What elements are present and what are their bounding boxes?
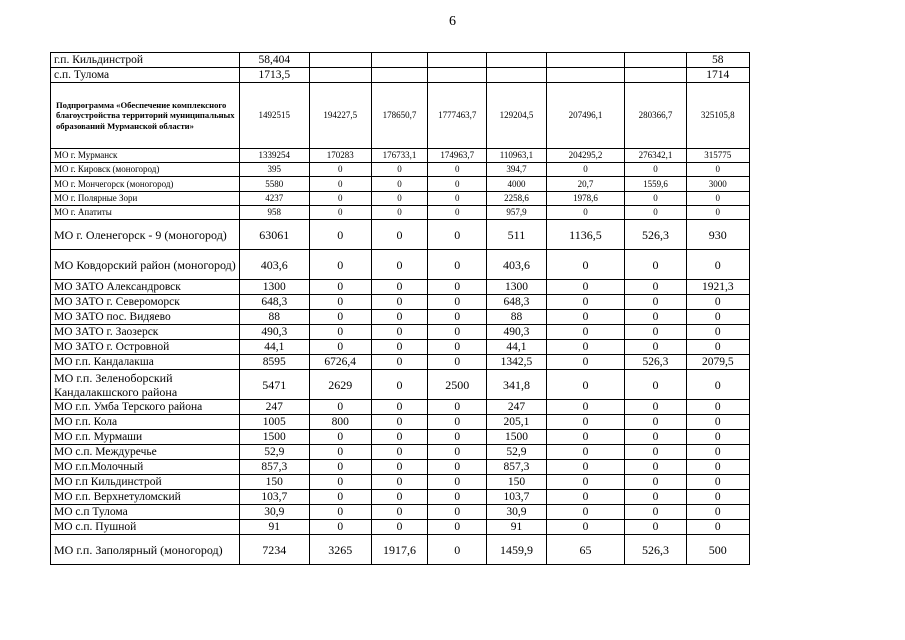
value-cell: 0 (546, 505, 625, 520)
value-cell: 63061 (240, 220, 309, 250)
row-name-cell: МО г.п. Умба Терского района (51, 400, 240, 415)
value-cell: 44,1 (487, 340, 546, 355)
value-cell: 0 (546, 460, 625, 475)
value-cell: 857,3 (487, 460, 546, 475)
value-cell: 0 (686, 340, 749, 355)
value-cell (546, 53, 625, 68)
value-cell: 0 (428, 310, 487, 325)
value-cell: 6726,4 (309, 355, 371, 370)
value-cell: 395 (240, 163, 309, 177)
value-cell: 247 (487, 400, 546, 415)
table-row (51, 220, 750, 250)
value-cell: 0 (625, 520, 686, 535)
value-cell: 1917,6 (371, 535, 427, 565)
value-cell: 2258,6 (487, 192, 546, 206)
value-cell: 0 (309, 325, 371, 340)
value-cell: 511 (487, 220, 546, 250)
value-cell: 88 (487, 310, 546, 325)
table-row (51, 177, 750, 192)
row-name-cell: МО ЗАТО г. Североморск (51, 295, 240, 310)
value-cell: 0 (625, 400, 686, 415)
value-cell (371, 53, 427, 68)
value-cell: 88 (240, 310, 309, 325)
row-name-cell: МО ЗАТО г. Заозерск (51, 325, 240, 340)
value-cell: 0 (428, 206, 487, 220)
value-cell: 0 (371, 192, 427, 206)
value-cell: 52,9 (240, 445, 309, 460)
row-name-cell: МО г.п. Заполярный (моногород) (51, 535, 240, 565)
row-name-cell: МО ЗАТО г. Островной (51, 340, 240, 355)
value-cell: 0 (546, 250, 625, 280)
value-cell: 0 (686, 505, 749, 520)
value-cell: 1342,5 (487, 355, 546, 370)
value-cell: 0 (428, 415, 487, 430)
value-cell: 1300 (240, 280, 309, 295)
value-cell: 0 (625, 370, 686, 400)
value-cell (487, 68, 546, 83)
value-cell: 20,7 (546, 177, 625, 192)
value-cell: 0 (625, 475, 686, 490)
value-cell: 0 (309, 430, 371, 445)
value-cell: 0 (371, 340, 427, 355)
value-cell: 5471 (240, 370, 309, 400)
row-name-cell: МО г.п.Молочный (51, 460, 240, 475)
value-cell: 0 (686, 430, 749, 445)
value-cell: 648,3 (487, 295, 546, 310)
value-cell: 0 (546, 370, 625, 400)
value-cell: 174963,7 (428, 149, 487, 163)
value-cell: 0 (686, 415, 749, 430)
table-row (51, 163, 750, 177)
value-cell: 91 (487, 520, 546, 535)
value-cell: 0 (371, 220, 427, 250)
value-cell: 0 (371, 177, 427, 192)
value-cell: 0 (686, 295, 749, 310)
budget-table (50, 52, 750, 565)
value-cell: 0 (625, 295, 686, 310)
value-cell: 1978,6 (546, 192, 625, 206)
value-cell: 500 (686, 535, 749, 565)
value-cell: 3000 (686, 177, 749, 192)
value-cell: 526,3 (625, 355, 686, 370)
row-name-cell: МО ЗАТО Александровск (51, 280, 240, 295)
value-cell: 205,1 (487, 415, 546, 430)
value-cell: 957,9 (487, 206, 546, 220)
value-cell: 30,9 (487, 505, 546, 520)
value-cell: 0 (428, 475, 487, 490)
row-name-cell: МО г. Оленегорск - 9 (моногород) (51, 220, 240, 250)
value-cell (546, 68, 625, 83)
table-row (51, 355, 750, 370)
value-cell: 0 (625, 430, 686, 445)
value-cell: 0 (309, 445, 371, 460)
value-cell: 1500 (240, 430, 309, 445)
row-name-cell: МО г. Апатиты (51, 206, 240, 220)
row-name-cell: Подпрограмма «Обеспечение комплексного благоустройства территорий муниципальных образований Мурманской области» (51, 83, 240, 149)
value-cell: 0 (625, 505, 686, 520)
value-cell: 0 (546, 206, 625, 220)
row-name-cell: МО с.п. Пушной (51, 520, 240, 535)
value-cell: 0 (371, 250, 427, 280)
value-cell: 0 (309, 490, 371, 505)
row-name-cell: МО г. Мурманск (51, 149, 240, 163)
table-row (51, 460, 750, 475)
row-name-cell: МО г.п. Верхнетуломский (51, 490, 240, 505)
table-row (51, 430, 750, 445)
row-name-cell: МО Ковдорский район (моногород) (51, 250, 240, 280)
value-cell: 0 (371, 325, 427, 340)
value-cell: 0 (625, 490, 686, 505)
value-cell: 0 (546, 310, 625, 325)
value-cell: 0 (546, 520, 625, 535)
value-cell: 52,9 (487, 445, 546, 460)
value-cell: 0 (546, 355, 625, 370)
value-cell: 0 (371, 415, 427, 430)
value-cell (428, 68, 487, 83)
value-cell: 1005 (240, 415, 309, 430)
value-cell (309, 68, 371, 83)
value-cell: 194227,5 (309, 83, 371, 149)
value-cell: 7234 (240, 535, 309, 565)
table-row (51, 325, 750, 340)
value-cell: 0 (625, 192, 686, 206)
value-cell: 1459,9 (487, 535, 546, 565)
value-cell: 0 (428, 430, 487, 445)
value-cell: 1500 (487, 430, 546, 445)
row-name-cell: МО г.п Кильдинстрой (51, 475, 240, 490)
table-row (51, 250, 750, 280)
value-cell: 0 (428, 535, 487, 565)
value-cell: 0 (686, 445, 749, 460)
value-cell: 58 (686, 53, 749, 68)
value-cell: 1713,5 (240, 68, 309, 83)
value-cell: 0 (428, 280, 487, 295)
value-cell: 0 (371, 310, 427, 325)
value-cell: 8595 (240, 355, 309, 370)
value-cell: 0 (309, 280, 371, 295)
value-cell: 0 (309, 310, 371, 325)
value-cell: 0 (546, 295, 625, 310)
value-cell: 0 (625, 163, 686, 177)
value-cell: 0 (371, 505, 427, 520)
value-cell: 490,3 (240, 325, 309, 340)
value-cell: 176733,1 (371, 149, 427, 163)
value-cell: 150 (487, 475, 546, 490)
value-cell: 0 (428, 325, 487, 340)
value-cell: 0 (428, 192, 487, 206)
row-name-cell: МО г.п. Кандалакша (51, 355, 240, 370)
value-cell: 2629 (309, 370, 371, 400)
value-cell: 0 (546, 280, 625, 295)
table-row (51, 505, 750, 520)
value-cell: 341,8 (487, 370, 546, 400)
value-cell: 1136,5 (546, 220, 625, 250)
value-cell: 0 (371, 475, 427, 490)
value-cell: 5580 (240, 177, 309, 192)
table-row (51, 400, 750, 415)
value-cell: 490,3 (487, 325, 546, 340)
value-cell: 150 (240, 475, 309, 490)
value-cell: 0 (625, 280, 686, 295)
value-cell: 2500 (428, 370, 487, 400)
table-row (51, 68, 750, 83)
value-cell: 0 (686, 400, 749, 415)
table-row (51, 206, 750, 220)
value-cell: 958 (240, 206, 309, 220)
row-name-cell: МО г.п. Кола (51, 415, 240, 430)
row-name-cell: МО с.п Тулома (51, 505, 240, 520)
value-cell: 0 (309, 520, 371, 535)
value-cell: 103,7 (487, 490, 546, 505)
value-cell: 325105,8 (686, 83, 749, 149)
value-cell: 0 (428, 355, 487, 370)
value-cell: 403,6 (487, 250, 546, 280)
value-cell: 0 (428, 250, 487, 280)
value-cell: 0 (686, 310, 749, 325)
value-cell: 857,3 (240, 460, 309, 475)
value-cell: 1777463,7 (428, 83, 487, 149)
value-cell: 0 (546, 475, 625, 490)
value-cell: 1300 (487, 280, 546, 295)
value-cell: 0 (309, 505, 371, 520)
table-row (51, 53, 750, 68)
value-cell (625, 53, 686, 68)
value-cell: 0 (371, 490, 427, 505)
row-name-cell: МО г. Мончегорск (моногород) (51, 177, 240, 192)
value-cell: 0 (625, 310, 686, 325)
value-cell: 0 (625, 250, 686, 280)
table-row (51, 83, 750, 149)
value-cell: 0 (546, 445, 625, 460)
value-cell: 170283 (309, 149, 371, 163)
value-cell: 0 (371, 460, 427, 475)
value-cell: 0 (428, 460, 487, 475)
value-cell: 315775 (686, 149, 749, 163)
value-cell: 0 (546, 490, 625, 505)
value-cell: 0 (371, 520, 427, 535)
value-cell: 930 (686, 220, 749, 250)
value-cell: 0 (428, 400, 487, 415)
table-row (51, 535, 750, 565)
value-cell: 0 (546, 340, 625, 355)
value-cell: 403,6 (240, 250, 309, 280)
value-cell: 0 (371, 430, 427, 445)
value-cell: 0 (428, 520, 487, 535)
value-cell: 394,7 (487, 163, 546, 177)
value-cell: 0 (309, 192, 371, 206)
value-cell: 0 (371, 445, 427, 460)
value-cell: 0 (371, 370, 427, 400)
table-row (51, 310, 750, 325)
value-cell (371, 68, 427, 83)
table-row (51, 520, 750, 535)
value-cell: 44,1 (240, 340, 309, 355)
value-cell: 0 (546, 163, 625, 177)
row-name-cell: г.п. Кильдинстрой (51, 53, 240, 68)
value-cell: 4000 (487, 177, 546, 192)
value-cell: 0 (686, 370, 749, 400)
page-number: 6 (449, 14, 456, 29)
value-cell: 276342,1 (625, 149, 686, 163)
value-cell: 0 (546, 325, 625, 340)
table-row (51, 340, 750, 355)
value-cell: 207496,1 (546, 83, 625, 149)
value-cell (487, 53, 546, 68)
value-cell: 280366,7 (625, 83, 686, 149)
row-name-cell: МО с.п. Междуречье (51, 445, 240, 460)
value-cell: 0 (309, 220, 371, 250)
value-cell: 4237 (240, 192, 309, 206)
value-cell: 0 (625, 415, 686, 430)
value-cell: 0 (686, 250, 749, 280)
value-cell: 65 (546, 535, 625, 565)
value-cell: 247 (240, 400, 309, 415)
value-cell: 800 (309, 415, 371, 430)
value-cell: 526,3 (625, 535, 686, 565)
row-name-cell: МО г.п. Мурмаши (51, 430, 240, 445)
value-cell: 0 (546, 400, 625, 415)
table-row (51, 475, 750, 490)
value-cell (428, 53, 487, 68)
value-cell: 0 (309, 460, 371, 475)
value-cell: 648,3 (240, 295, 309, 310)
table-row (51, 415, 750, 430)
value-cell: 0 (428, 295, 487, 310)
value-cell: 1714 (686, 68, 749, 83)
table-row (51, 149, 750, 163)
value-cell: 0 (371, 206, 427, 220)
value-cell: 0 (371, 163, 427, 177)
value-cell: 3265 (309, 535, 371, 565)
value-cell: 0 (625, 340, 686, 355)
value-cell: 0 (686, 163, 749, 177)
value-cell: 0 (428, 220, 487, 250)
value-cell: 178650,7 (371, 83, 427, 149)
value-cell: 0 (686, 206, 749, 220)
row-name-cell: МО ЗАТО пос. Видяево (51, 310, 240, 325)
value-cell (625, 68, 686, 83)
value-cell: 0 (546, 415, 625, 430)
value-cell: 1492515 (240, 83, 309, 149)
value-cell: 129204,5 (487, 83, 546, 149)
value-cell: 91 (240, 520, 309, 535)
value-cell: 2079,5 (686, 355, 749, 370)
table-row (51, 280, 750, 295)
value-cell (309, 53, 371, 68)
value-cell: 0 (686, 460, 749, 475)
value-cell: 103,7 (240, 490, 309, 505)
table-row (51, 192, 750, 206)
value-cell: 0 (686, 475, 749, 490)
value-cell: 0 (686, 325, 749, 340)
table-body (51, 53, 750, 565)
value-cell: 0 (686, 192, 749, 206)
value-cell: 0 (428, 340, 487, 355)
value-cell: 1339254 (240, 149, 309, 163)
row-name-cell: МО г.п. Зеленоборский Кандалакшского района (51, 370, 240, 400)
row-name-cell: с.п. Тулома (51, 68, 240, 83)
value-cell: 0 (625, 325, 686, 340)
value-cell: 0 (309, 177, 371, 192)
value-cell: 0 (428, 505, 487, 520)
value-cell: 0 (371, 400, 427, 415)
value-cell: 0 (625, 460, 686, 475)
value-cell: 0 (428, 177, 487, 192)
value-cell: 0 (309, 400, 371, 415)
value-cell: 0 (309, 475, 371, 490)
value-cell: 0 (686, 520, 749, 535)
value-cell: 0 (625, 206, 686, 220)
row-name-cell: МО г. Полярные Зори (51, 192, 240, 206)
table-row (51, 370, 750, 400)
row-name-cell: МО г. Кировск (моногород) (51, 163, 240, 177)
table-row (51, 445, 750, 460)
value-cell: 0 (309, 340, 371, 355)
value-cell: 0 (428, 445, 487, 460)
value-cell: 0 (428, 490, 487, 505)
value-cell: 204295,2 (546, 149, 625, 163)
value-cell: 1559,6 (625, 177, 686, 192)
value-cell: 0 (371, 355, 427, 370)
value-cell: 0 (309, 206, 371, 220)
value-cell: 0 (625, 445, 686, 460)
value-cell: 0 (428, 163, 487, 177)
value-cell: 1921,3 (686, 280, 749, 295)
value-cell: 0 (309, 163, 371, 177)
table-row (51, 490, 750, 505)
value-cell: 58,404 (240, 53, 309, 68)
value-cell: 110963,1 (487, 149, 546, 163)
value-cell: 0 (546, 430, 625, 445)
value-cell: 0 (371, 280, 427, 295)
value-cell: 0 (309, 295, 371, 310)
value-cell: 0 (371, 295, 427, 310)
value-cell: 526,3 (625, 220, 686, 250)
table-row (51, 295, 750, 310)
value-cell: 30,9 (240, 505, 309, 520)
value-cell: 0 (686, 490, 749, 505)
value-cell: 0 (309, 250, 371, 280)
